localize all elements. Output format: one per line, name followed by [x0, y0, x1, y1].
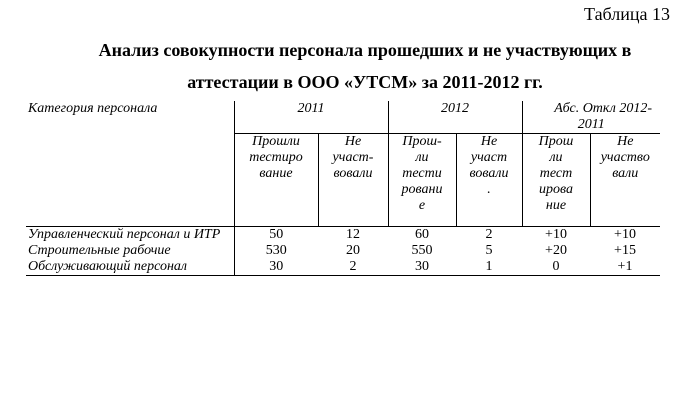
table-title-line1: Анализ совокупности персонала прошедших и не участвующих в	[98, 40, 632, 60]
sub-notpart-2012	[456, 134, 522, 227]
header-2012: 2012	[388, 101, 522, 134]
table-number: Таблица 13	[584, 4, 670, 24]
cell: 1	[456, 259, 522, 276]
cell: 530	[265, 243, 287, 258]
sub-text: Прош-	[402, 134, 442, 149]
cell: 30	[388, 259, 456, 276]
sub-text: Прош	[538, 134, 574, 149]
sub-text: вовали	[333, 166, 373, 181]
sub-text: вание	[259, 166, 293, 181]
sub-text: участ-	[332, 150, 374, 165]
sub-text: вовали	[469, 166, 509, 181]
personnel-table	[26, 101, 660, 276]
sub-text: ли	[549, 150, 563, 165]
sub-text: вали	[612, 166, 639, 181]
sub-text: Не	[617, 134, 634, 149]
cell: 12	[318, 227, 388, 244]
cell: 60	[388, 227, 456, 244]
row-category: Управленческий персонал и ИТР	[26, 227, 234, 244]
sub-notpart-abs	[590, 134, 660, 227]
cell: 5	[485, 243, 493, 258]
sub-text: Не	[480, 134, 498, 149]
header-2011: 2011	[234, 101, 388, 134]
cell: 0	[522, 259, 590, 276]
sub-text: ли	[415, 150, 429, 165]
sub-text: тестиро	[249, 150, 303, 165]
sub-passed-2011	[234, 134, 318, 227]
cell: +1	[590, 259, 660, 276]
sub-text: ние	[545, 198, 567, 213]
sub-notpart-2011	[318, 134, 388, 227]
header-category: Категория персонала	[26, 101, 234, 227]
header-abs-deviation	[522, 101, 660, 134]
cell: 550	[411, 243, 433, 258]
sub-passed-2012	[388, 134, 456, 227]
sub-text: участ	[470, 150, 508, 165]
header-abs-line2: 2011	[577, 117, 605, 132]
cell: +10	[590, 227, 660, 244]
table-title-line2: аттестации в ООО «УТСМ» за 2011-2012 гг.	[187, 72, 543, 92]
header-abs-line1: Абс. Откл 2012-	[554, 101, 653, 116]
sub-text: е	[418, 198, 426, 213]
cell: 2	[318, 259, 388, 276]
cell: 20	[346, 243, 360, 258]
sub-text: Прошли	[252, 134, 300, 149]
table-row	[26, 243, 660, 259]
sub-text: Не	[344, 134, 362, 149]
row-category: Обслуживающий персонал	[26, 259, 234, 276]
cell: 30	[234, 259, 318, 276]
cell: +15	[614, 243, 636, 258]
sub-text: участво	[600, 150, 650, 165]
row-category: Строительные рабочие	[26, 243, 234, 259]
cell: 50	[234, 227, 318, 244]
header-row	[26, 101, 660, 134]
table-row	[26, 259, 660, 276]
sub-passed-abs	[522, 134, 590, 227]
cell: +20	[545, 243, 567, 258]
sub-text: .	[487, 182, 491, 197]
sub-text: тест	[539, 166, 573, 181]
table-row	[26, 227, 660, 244]
cell: 2	[456, 227, 522, 244]
sub-text: ирова	[539, 182, 573, 197]
sub-text: ровани	[401, 182, 443, 197]
cell: +10	[522, 227, 590, 244]
sub-text: тести	[402, 166, 442, 181]
